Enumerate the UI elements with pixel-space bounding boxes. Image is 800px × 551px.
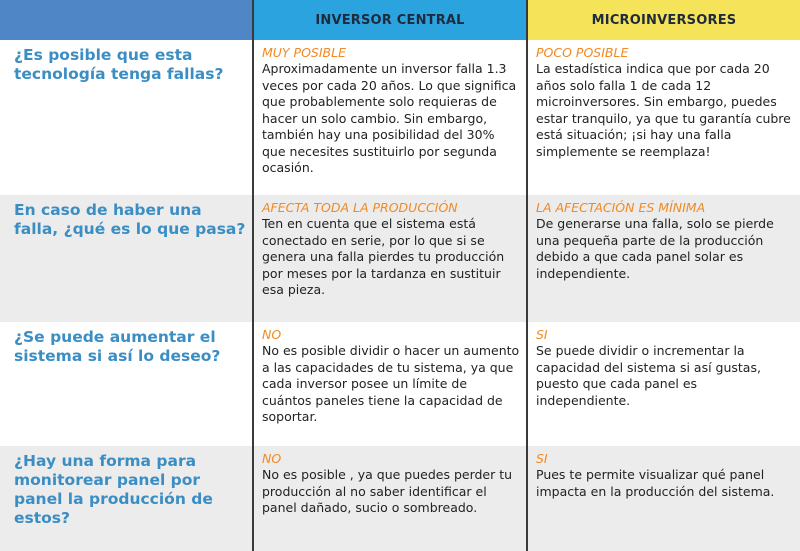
central-answer-cell (252, 446, 526, 551)
question-cell: En caso de haber una falla, ¿qué es lo que pasa? (14, 201, 246, 238)
central-answer-cell (252, 195, 526, 322)
micro-answer-cell (526, 322, 800, 446)
answer-tag: NO (262, 327, 282, 342)
answer-text: De generarse una falla, solo se pierde una pequeña parte de la producción debido a que cada panel solar es independiente. (536, 216, 774, 281)
answer-tag: SI (536, 327, 548, 342)
answer-text: Aproximadamente un inversor falla 1.3 veces por cada 20 años. Lo que significa que probablemente solo requieras de hacer un solo cambio. Sin embargo, también hay una posibilidad del 30% que necesites sustituirlo por segunda ocasión. (262, 61, 517, 175)
answer-text: La estadística indica que por cada 20 años solo falla 1 de cada 12 microinversores. Sin embargo, puedes estar tranquilo, ya que tu garantía cubre está situación; ¡si hay una falla simplemente se reemplaza! (536, 61, 791, 159)
answer-text: Se puede dividir o incrementar la capacidad del sistema si así gustas, puesto que cada panel es independiente. (536, 343, 761, 408)
answer-text: Ten en cuenta que el sistema está conectado en serie, por lo que si se genera una falla pierdes tu producción por meses por la tardanza en sustituir esa pieza. (262, 216, 505, 297)
table-row (0, 322, 800, 446)
header-microinverters: MICROINVERSORES (526, 0, 800, 40)
table-row (0, 195, 800, 322)
answer-text: Pues te permite visualizar qué panel impacta en la producción del sistema. (536, 467, 775, 499)
micro-answer-cell (526, 195, 800, 322)
micro-answer-cell (526, 446, 800, 551)
header-blank-cell (0, 0, 252, 40)
header-row (0, 0, 800, 40)
header-central-inverter: INVERSOR CENTRAL (252, 0, 526, 40)
table-row (0, 40, 800, 195)
answer-tag: MUY POSIBLE (262, 45, 346, 60)
table-row (0, 446, 800, 551)
question-cell: ¿Es posible que esta tecnología tenga fallas? (14, 46, 224, 83)
answer-text: No es posible , ya que puedes perder tu producción al no saber identificar el panel dañado, sucio o sombreado. (262, 467, 513, 515)
answer-text: No es posible dividir o hacer un aumento a las capacidades de tu sistema, ya que cada inversor posee un límite de cuántos paneles tiene la capacidad de soportar. (262, 343, 520, 424)
answer-tag: LA AFECTACIÓN ES MÍNIMA (536, 200, 706, 215)
central-answer-cell (252, 322, 526, 446)
answer-tag: AFECTA TODA LA PRODUCCIÓN (262, 200, 458, 215)
question-cell: ¿Hay una forma para monitorear panel por panel la producción de estos? (14, 452, 213, 527)
answer-tag: SI (536, 451, 548, 466)
question-cell: ¿Se puede aumentar el sistema si así lo deseo? (14, 328, 221, 365)
answer-tag: POCO POSIBLE (536, 45, 629, 60)
central-answer-cell (252, 40, 526, 195)
micro-answer-cell (526, 40, 800, 195)
answer-tag: NO (262, 451, 282, 466)
